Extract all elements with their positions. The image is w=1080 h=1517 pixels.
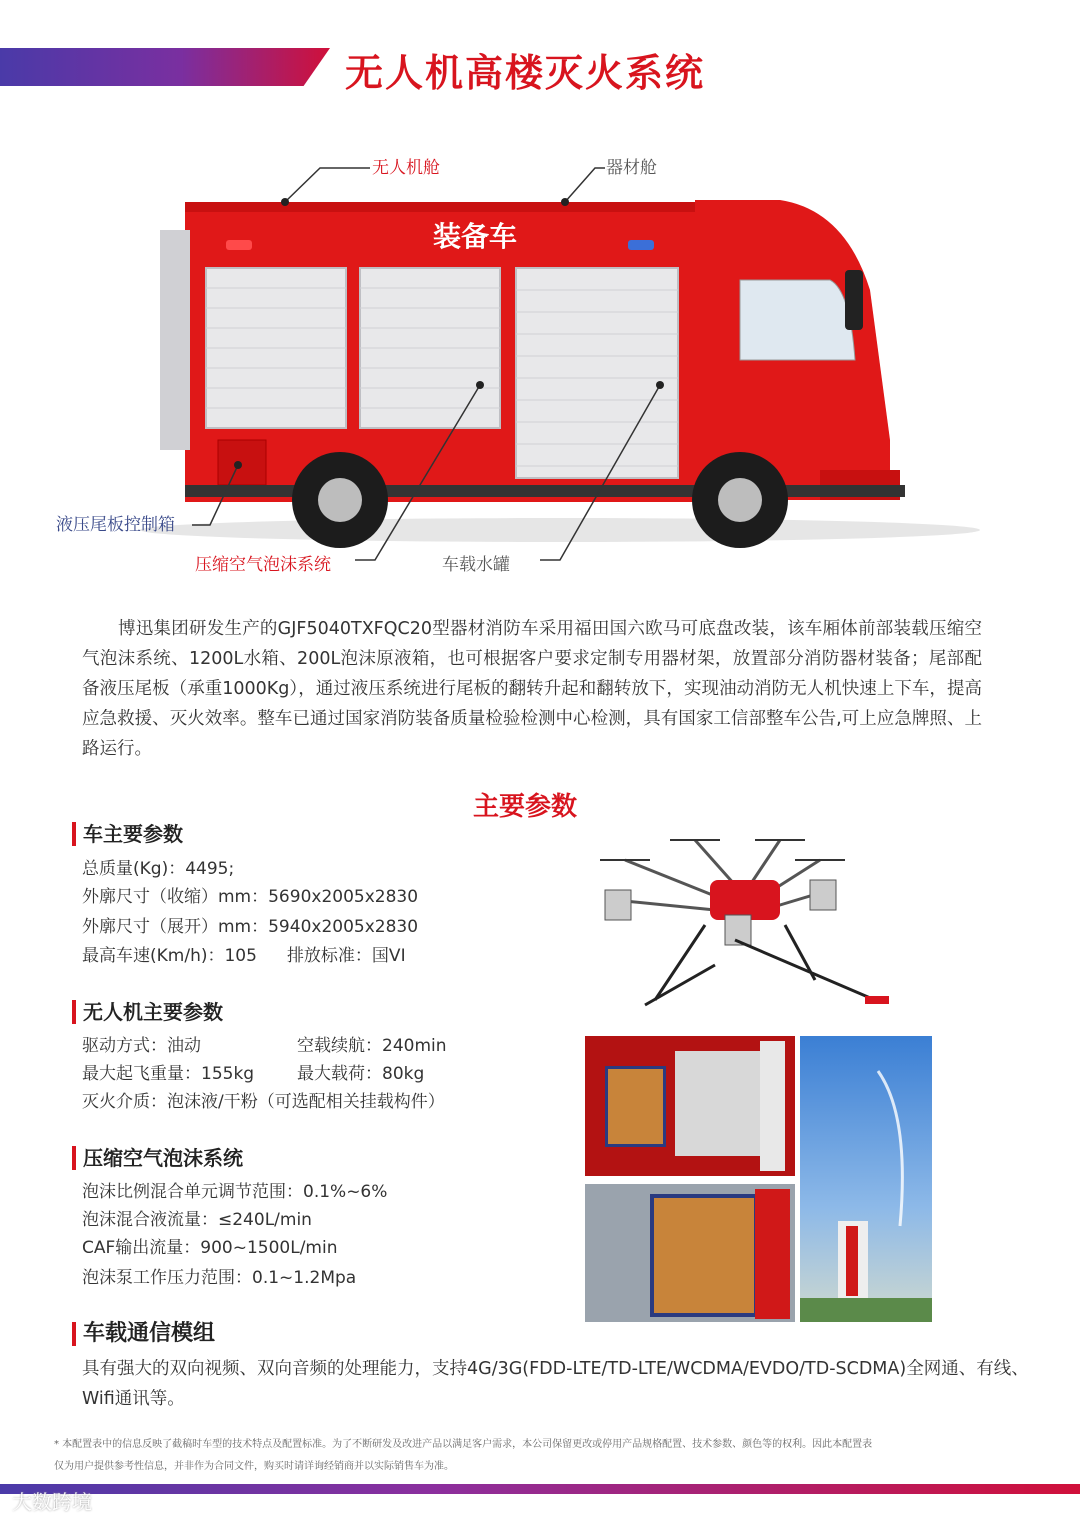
main-params-title: 主要参数 (473, 792, 578, 822)
vehicle-speed: 最高车速(Km/h)：105 (82, 946, 257, 966)
equipment-photo-1 (585, 1036, 795, 1176)
foam-param-line: 泡沫泵工作压力范围：0.1~1.2Mpa (82, 1268, 357, 1288)
drone-takeoff-weight: 最大起飞重量：155kg (82, 1064, 255, 1084)
drone-param-line: 灭火介质：泡沫液/干粉（可选配相关挂载构件） (82, 1092, 445, 1112)
firefighting-test-photo (800, 1036, 932, 1322)
foam-system-heading: 压缩空气泡沫系统 (72, 1146, 243, 1170)
callout-foam-system: 压缩空气泡沫系统 (195, 555, 331, 575)
comm-module-heading: 车载通信模组 (72, 1322, 215, 1346)
drone-drive: 驱动方式：油动 (82, 1036, 201, 1056)
callout-drone-bay: 无人机舱 (372, 158, 440, 178)
comm-module-text: 具有强大的双向视频、双向音频的处理能力，支持4G/3G(FDD-LTE/TD-LTE/WCDMA/EVDO/TD-SCDMA)全网通、有线、Wifi通讯等。 (82, 1359, 1029, 1409)
footnote-line: * 本配置表中的信息反映了截稿时车型的技术特点及配置标准。为了不断研发及改进产品以满足客户需求，本公司保留更改或停用产品规格配置、技术参数、颜色等的权利。因此本配置表 (54, 1439, 873, 1450)
watermark: 大数跨境 (12, 1490, 92, 1514)
intro-paragraph: 博迅集团研发生产的GJF5040TXFQC20型器材消防车采用福田国六欧马可底盘改装，该车厢体前部装载压缩空气泡沫系统、1200L水箱、200L泡沫原液箱，也可根据客户要求定制专用器材架，放置部分消防器材装备；尾部配备液压尾板（承重1000Kg），通过液压系统进行尾板的翻转升起和翻转放下，实现油动消防无人机快速上下车，提高应急救援、灭火效率。整车已通过国家消防装备质量检验检测中心检测，具有国家工信部整车公告,可上应急牌照、上路运行。 (82, 619, 982, 759)
equipment-photo-2 (585, 1184, 795, 1322)
vehicle-param-line: 总质量(Kg)：4495; (82, 859, 235, 879)
vehicle-params-heading: 车主要参数 (72, 822, 183, 846)
footer-decoration-bar (0, 1484, 1080, 1494)
vehicle-param-line: 外廓尺寸（收缩）mm：5690x2005x2830 (82, 887, 419, 907)
vehicle-param-line (82, 941, 406, 966)
drone-params-heading: 无人机主要参数 (72, 1000, 223, 1024)
drone-param-line (82, 1059, 424, 1084)
disclaimer-footnote (54, 1434, 1034, 1478)
drone-payload: 最大载荷：80kg (297, 1064, 425, 1084)
header-decoration-bar (0, 48, 330, 86)
vehicle-emission: 排放标准：国VI (286, 946, 406, 966)
callout-equipment-bay: 器材舱 (606, 158, 657, 178)
foam-param-line: CAF输出流量：900~1500L/min (82, 1238, 338, 1258)
truck-illustration (40, 140, 1040, 580)
callout-water-tank: 车载水罐 (442, 555, 510, 575)
vehicle-param-line: 外廓尺寸（展开）mm：5940x2005x2830 (82, 917, 419, 937)
foam-param-line: 泡沫比例混合单元调节范围：0.1%~6% (82, 1182, 388, 1202)
drone-image (585, 830, 905, 1025)
truck-body-label: 装备车 (432, 220, 518, 253)
foam-param-line: 泡沫混合液流量：≤240L/min (82, 1210, 312, 1230)
drone-endurance: 空载续航：240min (297, 1036, 447, 1056)
footnote-line: 仅为用户提供参考性信息，并非作为合同文件，购买时请详询经销商并以实际销售车为准。 (54, 1461, 454, 1472)
page-title: 无人机高楼灭火系统 (345, 51, 706, 95)
drone-param-line (82, 1031, 447, 1056)
fire-truck-image (40, 140, 1040, 580)
callout-tail-control-box: 液压尾板控制箱 (56, 515, 175, 535)
